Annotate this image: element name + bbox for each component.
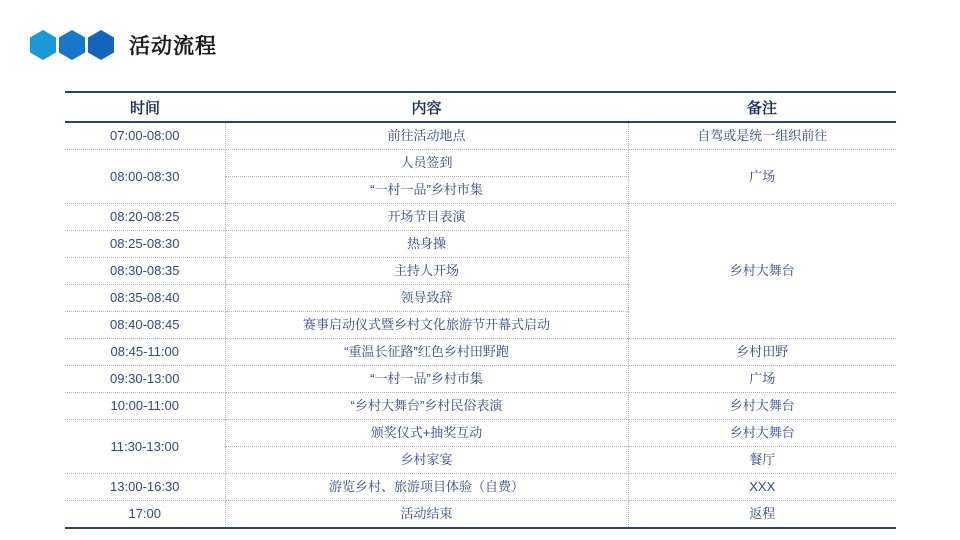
time-cell: 09:30-13:00 <box>65 366 225 393</box>
column-header-content: 内容 <box>225 92 628 122</box>
remark-cell: 广场 <box>628 366 896 393</box>
time-cell: 08:00-08:30 <box>65 150 225 204</box>
page-title: 活动流程 <box>129 35 217 58</box>
table-row <box>65 393 896 420</box>
time-cell: 08:45-11:00 <box>65 339 225 366</box>
time-cell: 11:30-13:00 <box>65 420 225 474</box>
hexagon-logo <box>30 30 114 60</box>
remark-cell: 返程 <box>628 501 896 529</box>
remark-cell: 乡村大舞台 <box>628 420 896 447</box>
time-cell: 13:00-16:30 <box>65 474 225 501</box>
schedule-table <box>65 91 896 529</box>
table-row <box>65 474 896 501</box>
table-row <box>65 366 896 393</box>
table-row <box>65 501 896 529</box>
time-cell: 17:00 <box>65 501 225 529</box>
content-cell: 赛事启动仪式暨乡村文化旅游节开幕式启动 <box>225 312 628 339</box>
time-cell: 08:30-08:35 <box>65 258 225 285</box>
remark-cell: XXX <box>628 474 896 501</box>
content-cell: 主持人开场 <box>225 258 628 285</box>
content-cell: 领导致辞 <box>225 285 628 312</box>
time-cell: 08:20-08:25 <box>65 204 225 231</box>
content-cell: 颁奖仪式+抽奖互动 <box>225 420 628 447</box>
table-row <box>65 204 896 231</box>
content-cell: 开场节目表演 <box>225 204 628 231</box>
time-cell: 08:40-08:45 <box>65 312 225 339</box>
slide-header <box>30 30 217 60</box>
time-cell: 08:35-08:40 <box>65 285 225 312</box>
content-cell: 活动结束 <box>225 501 628 529</box>
content-cell: “一村一品”乡村市集 <box>225 177 628 204</box>
content-cell: 游览乡村、旅游项目体验（自费） <box>225 474 628 501</box>
content-cell: 人员签到 <box>225 150 628 177</box>
remark-cell: 餐厅 <box>628 447 896 474</box>
column-header-time: 时间 <box>65 92 225 122</box>
content-cell: “重温长征路”红色乡村田野跑 <box>225 339 628 366</box>
content-cell: “乡村大舞台”乡村民俗表演 <box>225 393 628 420</box>
content-cell: “一村一品”乡村市集 <box>225 366 628 393</box>
time-cell: 07:00-08:00 <box>65 122 225 150</box>
table-row <box>65 150 896 177</box>
remark-cell: 自驾或是统一组织前往 <box>628 122 896 150</box>
table-row <box>65 122 896 150</box>
time-cell: 10:00-11:00 <box>65 393 225 420</box>
column-header-remark: 备注 <box>628 92 896 122</box>
table-row <box>65 420 896 447</box>
content-cell: 热身操 <box>225 231 628 258</box>
remark-cell: 乡村田野 <box>628 339 896 366</box>
content-cell: 乡村家宴 <box>225 447 628 474</box>
time-cell: 08:25-08:30 <box>65 231 225 258</box>
table-row <box>65 339 896 366</box>
hexagon-icon <box>59 30 85 60</box>
remark-cell: 广场 <box>628 150 896 204</box>
hexagon-icon <box>30 30 56 60</box>
content-cell: 前往活动地点 <box>225 122 628 150</box>
table-header-row <box>65 92 896 122</box>
remark-cell: 乡村大舞台 <box>628 393 896 420</box>
hexagon-icon <box>88 30 114 60</box>
remark-cell: 乡村大舞台 <box>628 204 896 339</box>
